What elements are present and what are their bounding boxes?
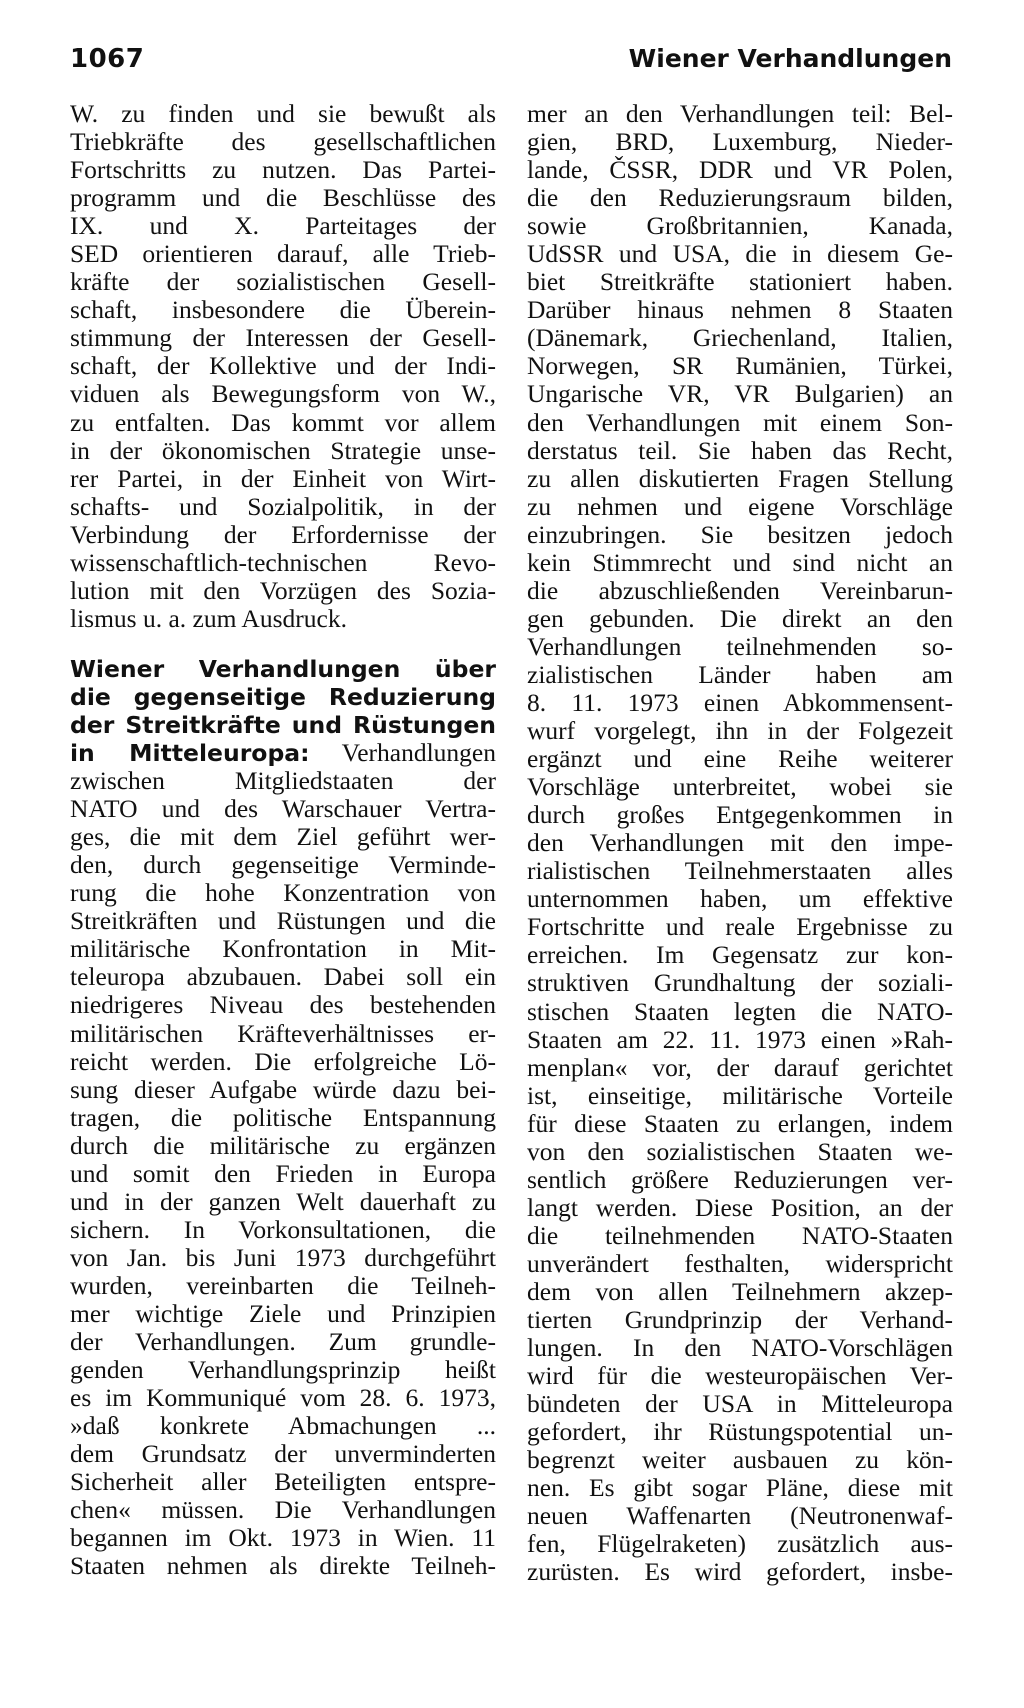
text-line: neuen Waffenarten (Neutronenwaf- <box>527 1501 953 1531</box>
text-line: der Verhandlungen. Zum grundle- <box>70 1327 496 1357</box>
text-line: zialistischen Länder haben am <box>527 659 953 689</box>
text-line: dem von allen Teilnehmern akzep- <box>527 1276 953 1306</box>
text-line: kräfte der sozialistischen Gesell- <box>70 267 496 297</box>
text-line: kein Stimmrecht und sind nicht an <box>527 547 953 577</box>
left-column <box>70 100 496 1580</box>
text-line: Darüber hinaus nehmen 8 Staaten <box>527 295 953 325</box>
text-line: durch großes Entgegenkommen in <box>527 800 953 830</box>
text-line: Streitkräften und Rüstungen und die <box>70 906 496 936</box>
text-line: Triebkräfte des gesellschaftlichen <box>70 127 496 157</box>
text-line: dem Grundsatz der unverminderten <box>70 1439 496 1469</box>
text-line: sowie Großbritannien, Kanada, <box>527 211 953 241</box>
text-line: und in der ganzen Welt dauerhaft zu <box>70 1186 496 1216</box>
text-line: und somit den Frieden in Europa <box>70 1158 496 1188</box>
right-column <box>527 100 953 1586</box>
text-line: Sicherheit aller Beteiligten entspre- <box>70 1467 496 1497</box>
text-line: die den Reduzierungsraum bilden, <box>527 183 953 213</box>
headword-line: der Streitkräfte und Rüstungen <box>70 710 496 739</box>
text-line: Norwegen, SR Rumänien, Türkei, <box>527 351 953 381</box>
text-line: begrenzt weiter ausbauen zu kön- <box>527 1445 953 1475</box>
text-line: ist, einseitige, militärische Vorteile <box>527 1080 953 1110</box>
text-line: schafts- und Sozialpolitik, in der <box>70 491 496 521</box>
text-line: sentlich größere Reduzierungen ver- <box>527 1164 953 1194</box>
headword-line-mixed <box>70 739 496 767</box>
text-line: unverändert festhalten, widerspricht <box>527 1248 953 1278</box>
text-line: die teilnehmenden NATO-Staaten <box>527 1220 953 1250</box>
text-line: Ungarische VR, VR Bulgarien) an <box>527 379 953 409</box>
text-line: W. zu finden und sie bewußt als <box>70 99 496 128</box>
text-line: zu allen diskutierten Fragen Stellung <box>527 463 953 493</box>
text-line: ergänzt und eine Reihe weiterer <box>527 744 953 774</box>
text-line: chen« müssen. Die Verhandlungen <box>70 1495 496 1525</box>
text-line: lismus u. a. zum Ausdruck. <box>70 603 347 633</box>
text-line: »daß konkrete Abmachungen ... <box>70 1411 496 1441</box>
text-line: militärische Konfrontation in Mit- <box>70 934 496 964</box>
text-line: gien, BRD, Luxemburg, Nieder- <box>527 127 953 157</box>
text-line: Vorschläge unterbreitet, wobei sie <box>527 772 953 802</box>
text-line: den Verhandlungen mit den impe- <box>527 828 953 858</box>
text-line: programm und die Beschlüsse des <box>70 183 496 213</box>
text-line: teleuropa abzubauen. Dabei soll ein <box>70 962 496 992</box>
text-line: derstatus teil. Sie haben das Recht, <box>527 435 953 465</box>
text-line: sung dieser Aufgabe würde dazu bei- <box>70 1074 496 1104</box>
text-line: Fortschritts zu nutzen. Das Partei- <box>70 155 496 185</box>
text-line: erreichen. Im Gegensatz zur kon- <box>527 940 953 970</box>
text-line: mer wichtige Ziele und Prinzipien <box>70 1298 496 1328</box>
text-line: lungen. In den NATO-Vorschlägen <box>527 1333 953 1363</box>
text-line: mer an den Verhandlungen teil: Bel- <box>527 99 953 128</box>
entry-gap <box>70 633 496 655</box>
entry-wiener-verhandlungen <box>70 655 496 1581</box>
text-line: reicht werden. Die erfolgreiche Lö- <box>70 1046 496 1076</box>
text-line: (Dänemark, Griechenland, Italien, <box>527 323 953 353</box>
text-line: Verhandlungen teilnehmenden so- <box>527 631 953 661</box>
paragraph-continuation <box>70 100 496 633</box>
text-line: Staaten am 22. 11. 1973 einen »Rah- <box>527 1024 953 1054</box>
text-line: rialistischen Teilnehmerstaaten alles <box>527 856 953 886</box>
definition-start: Verhandlungen <box>309 738 496 768</box>
text-line: fen, Flügelraketen) zusätzlich aus- <box>527 1529 953 1559</box>
text-line: es im Kommuniqué vom 28. 6. 1973, <box>70 1383 496 1413</box>
text-line: durch die militärische zu ergänzen <box>70 1130 496 1160</box>
text-line: begannen im Okt. 1973 in Wien. 11 <box>70 1523 496 1553</box>
text-line: wissenschaftlich-technischen Revo- <box>70 547 496 577</box>
text-line: rung die hohe Konzentration von <box>70 878 496 908</box>
text-line: bündeten der USA in Mitteleuropa <box>527 1389 953 1419</box>
text-line: zurüsten. Es wird gefordert, insbe- <box>527 1557 953 1587</box>
text-line: viduen als Bewegungsform von W., <box>70 379 496 409</box>
text-line: zu entfalten. Das kommt vor allem <box>70 407 496 437</box>
running-head: Wiener Verhandlungen <box>628 44 952 73</box>
page-number: 1067 <box>70 44 145 74</box>
headword-line: Wiener Verhandlungen über <box>70 654 496 683</box>
text-line: nen. Es gibt sogar Pläne, diese mit <box>527 1473 953 1503</box>
text-line: für diese Staaten zu erlangen, indem <box>527 1108 953 1138</box>
text-line: biet Streitkräfte stationiert haben. <box>527 267 953 297</box>
text-line: rer Partei, in der Einheit von Wirt- <box>70 463 496 493</box>
text-line: genden Verhandlungsprinzip heißt <box>70 1355 496 1385</box>
text-line: lande, ČSSR, DDR und VR Polen, <box>527 155 953 185</box>
text-line: stimmung der Interessen der Gesell- <box>70 323 496 353</box>
text-line: NATO und des Warschauer Vertra- <box>70 794 496 824</box>
text-line: tragen, die politische Entspannung <box>70 1102 496 1132</box>
text-line: zwischen Mitgliedstaaten der <box>70 766 496 796</box>
text-line: in der ökonomischen Strategie unse- <box>70 435 496 465</box>
text-line: langt werden. Diese Position, an der <box>527 1192 953 1222</box>
text-line: von den sozialistischen Staaten we- <box>527 1136 953 1166</box>
text-line: schaft, der Kollektive und der Indi- <box>70 351 496 381</box>
text-line: menplan« vor, der darauf gerichtet <box>527 1052 953 1082</box>
text-line: Verbindung der Erfordernisse der <box>70 519 496 549</box>
text-line: den Verhandlungen mit einem Son- <box>527 407 953 437</box>
text-line: Fortschritte und reale Ergebnisse zu <box>527 912 953 942</box>
text-line: die abzuschließenden Vereinbarun- <box>527 575 953 605</box>
text-line: gen gebunden. Die direkt an den <box>527 603 953 633</box>
text-line: sichern. In Vorkonsultationen, die <box>70 1214 496 1244</box>
text-line: lution mit den Vorzügen des Sozia- <box>70 575 496 605</box>
text-line: UdSSR und USA, die in diesem Ge- <box>527 239 953 269</box>
text-line: wird für die westeuropäischen Ver- <box>527 1361 953 1391</box>
text-line: 8. 11. 1973 einen Abkommensent- <box>527 687 953 717</box>
text-line: stischen Staaten legten die NATO- <box>527 996 953 1026</box>
text-line: schaft, insbesondere die Überein- <box>70 295 496 325</box>
text-line: den, durch gegenseitige Verminde- <box>70 850 496 880</box>
text-line: IX. und X. Parteitages der <box>70 211 496 241</box>
text-line: einzubringen. Sie besitzen jedoch <box>527 519 953 549</box>
text-line: zu nehmen und eigene Vorschläge <box>527 491 953 521</box>
text-line: wurden, vereinbarten die Teilneh- <box>70 1270 496 1300</box>
headword-tail: in Mitteleuropa: <box>70 739 310 768</box>
text-line: SED orientieren darauf, alle Trieb- <box>70 239 496 269</box>
text-line: wurf vorgelegt, ihn in der Folgezeit <box>527 716 953 746</box>
headword-line: die gegenseitige Reduzierung <box>70 682 496 711</box>
text-line: tierten Grundprinzip der Verhand- <box>527 1305 953 1335</box>
text-line: gefordert, ihr Rüstungspotential un- <box>527 1417 953 1447</box>
text-line: ges, die mit dem Ziel geführt wer- <box>70 822 496 852</box>
text-line: Staaten nehmen als direkte Teilneh- <box>70 1551 496 1581</box>
text-line: struktiven Grundhaltung der soziali- <box>527 968 953 998</box>
text-line: niedrigeres Niveau des bestehenden <box>70 990 496 1020</box>
text-line: unternommen haben, um effektive <box>527 884 953 914</box>
text-line: militärischen Kräfteverhältnisses er- <box>70 1018 496 1048</box>
text-line: von Jan. bis Juni 1973 durchgeführt <box>70 1242 496 1272</box>
